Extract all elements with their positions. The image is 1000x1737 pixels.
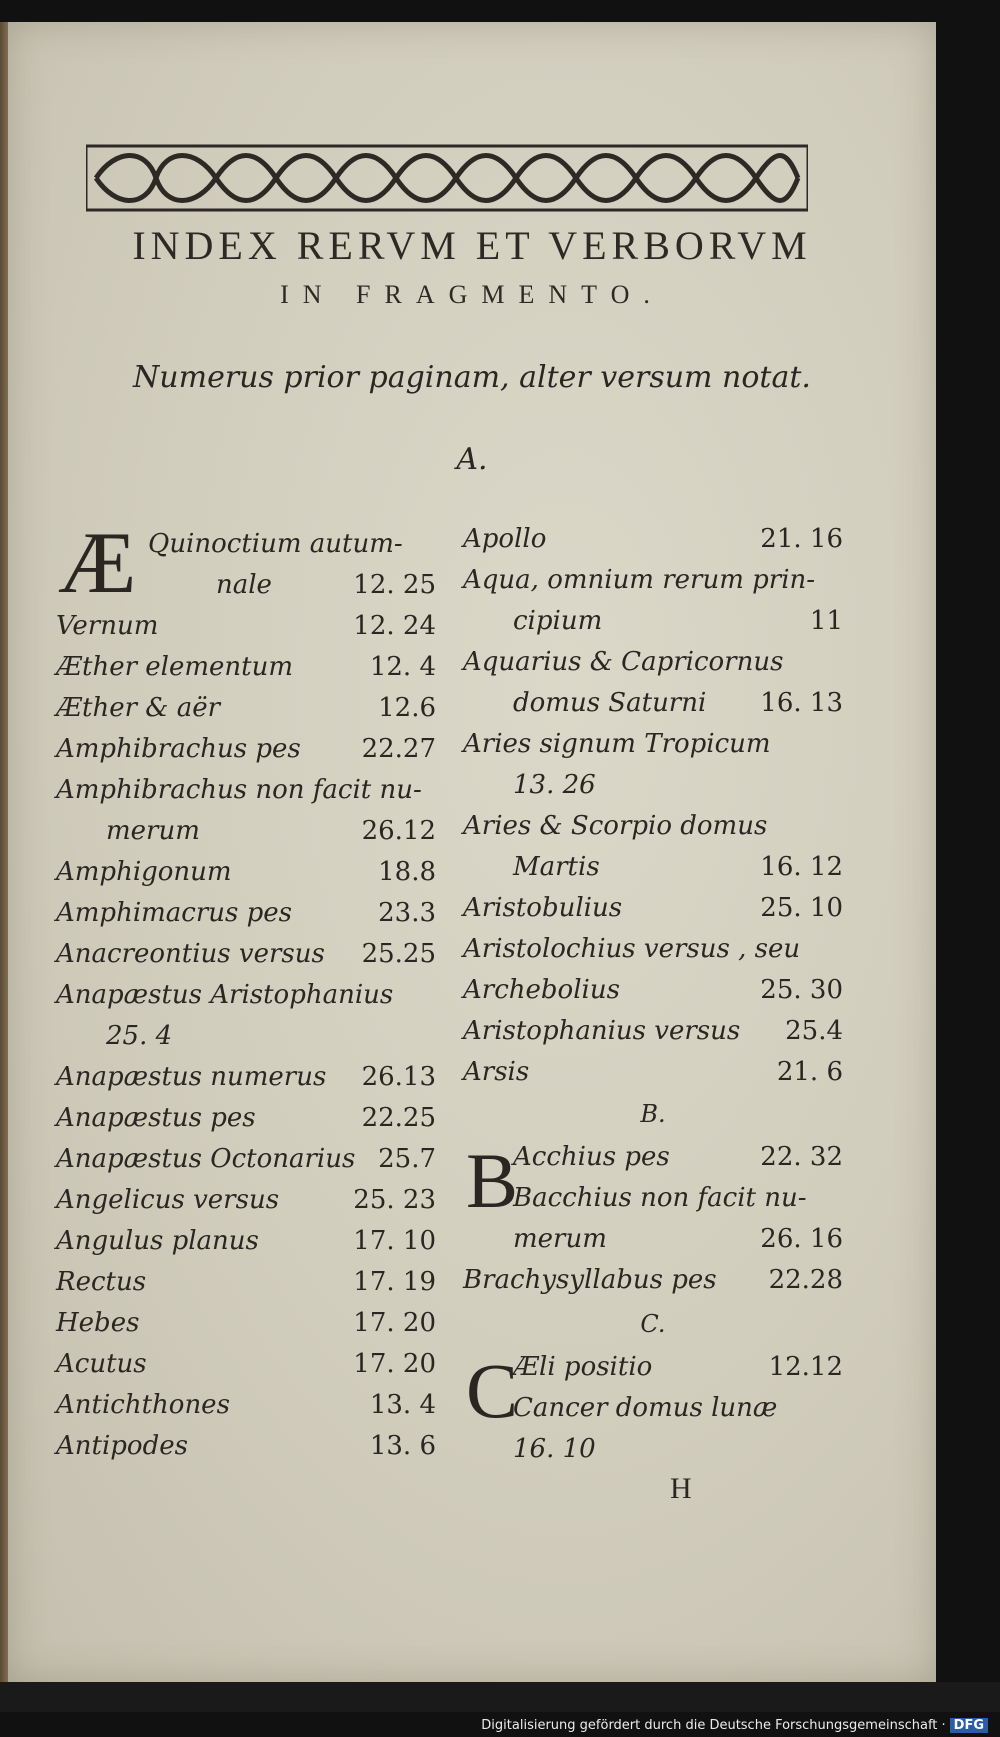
index-entry: [56, 934, 436, 975]
index-term: Angulus planus: [56, 1226, 259, 1256]
index-entry: [463, 1011, 843, 1052]
index-reference: 12. 4: [369, 652, 436, 682]
index-entry: [56, 1098, 436, 1139]
index-reference: 18.8: [378, 857, 436, 887]
index-term: Cancer domus lunæ: [513, 1393, 778, 1423]
right-index-column-b: [463, 1137, 843, 1301]
index-reference: 13. 4: [369, 1390, 436, 1420]
index-entry: [56, 811, 436, 852]
decorative-headpiece: [86, 142, 808, 214]
index-reference: 22.27: [361, 734, 436, 764]
index-entry: [56, 1303, 436, 1344]
index-term: Aqua, omnium rerum prin-: [463, 565, 816, 595]
index-entry: [56, 647, 436, 688]
index-reference: 26.12: [361, 816, 436, 846]
index-term: Hebes: [56, 1308, 140, 1338]
index-entry: [56, 1426, 436, 1467]
index-entry: [463, 519, 843, 560]
index-term: Vernum: [56, 611, 159, 641]
index-entry: [463, 1137, 843, 1178]
index-reference: 22. 32: [760, 1142, 843, 1172]
index-term: domus Saturni: [513, 688, 707, 718]
index-term: Brachysyllabus pes: [463, 1265, 717, 1295]
index-reference: 25. 10: [760, 893, 843, 923]
section-heading-b: B.: [640, 1100, 666, 1128]
index-term: Aristobulius: [463, 893, 623, 923]
index-term: Martis: [513, 852, 600, 882]
index-entry: [463, 560, 843, 601]
section-heading-a: A.: [456, 442, 488, 477]
credit-text: Digitalisierung gefördert durch die Deutsche Forschungsgemeinschaft ·: [481, 1718, 946, 1733]
index-term: Archebolius: [463, 975, 620, 1005]
index-term: Acutus: [56, 1349, 147, 1379]
index-term: Anapæstus Aristophanius: [56, 980, 394, 1010]
right-index-column-a: [463, 519, 843, 1093]
index-reference: 12.12: [768, 1352, 843, 1382]
index-entry: [463, 970, 843, 1011]
index-reference: 16. 13: [760, 688, 843, 718]
index-entry: [463, 929, 843, 970]
index-term: merum: [106, 816, 200, 846]
index-entry: [463, 642, 843, 683]
index-entry: [463, 1052, 843, 1093]
index-entry: [463, 1429, 843, 1470]
index-term: nale: [216, 570, 272, 600]
index-term: Æli positio: [513, 1352, 653, 1382]
index-term: Aristolochius versus , seu: [463, 934, 801, 964]
index-reference: 12. 24: [353, 611, 436, 641]
index-term: Anacreontius versus: [56, 939, 325, 969]
index-entry: [56, 770, 436, 811]
index-term: Aries signum Tropicum: [463, 729, 771, 759]
index-term: Antichthones: [56, 1390, 230, 1420]
drop-initial-b: B: [466, 1137, 519, 1224]
index-term: Acchius pes: [513, 1142, 670, 1172]
left-index-column: [56, 524, 436, 1467]
index-reference: 17. 20: [353, 1308, 436, 1338]
dfg-logo: DFG: [950, 1718, 988, 1733]
index-term: Anapæstus Octonarius: [56, 1144, 356, 1174]
scan-bottom-band: [0, 1682, 1000, 1712]
index-instructions: Numerus prior paginam, alter versum notat.: [133, 360, 811, 395]
index-term: Amphibrachus pes: [56, 734, 301, 764]
index-term: 16. 10: [513, 1434, 596, 1464]
index-term: merum: [513, 1224, 607, 1254]
index-term: Aries & Scorpio domus: [463, 811, 768, 841]
index-entry: [56, 1344, 436, 1385]
index-entry: [463, 888, 843, 929]
index-reference: 25. 23: [353, 1185, 436, 1215]
index-entry: [56, 1057, 436, 1098]
index-entry: [56, 1016, 436, 1057]
index-entry: [56, 852, 436, 893]
index-reference: 12. 25: [353, 570, 436, 600]
index-term: Quinoctium autum-: [148, 529, 403, 559]
index-entry: [463, 1178, 843, 1219]
index-term: Amphigonum: [56, 857, 232, 887]
index-term: Antipodes: [56, 1431, 188, 1461]
index-reference: 21. 16: [760, 524, 843, 554]
index-reference: 25.25: [361, 939, 436, 969]
index-reference: 16. 12: [760, 852, 843, 882]
section-heading-c: C.: [640, 1310, 666, 1338]
catchword: H: [670, 1472, 692, 1505]
index-entry: [56, 688, 436, 729]
index-term: Arsis: [463, 1057, 530, 1087]
index-entry: [463, 601, 843, 642]
index-entry: [56, 975, 436, 1016]
index-term: Amphimacrus pes: [56, 898, 293, 928]
index-entry: [463, 847, 843, 888]
index-reference: 25.7: [378, 1144, 436, 1174]
index-entry: [56, 606, 436, 647]
index-term: Anapæstus pes: [56, 1103, 256, 1133]
index-entry: [463, 1388, 843, 1429]
index-term: cipium: [513, 606, 603, 636]
index-title: INDEX RERVM ET VERBORVM: [132, 223, 812, 268]
right-index-column-c: [463, 1347, 843, 1470]
index-term: 13. 26: [513, 770, 596, 800]
index-entry: [56, 1385, 436, 1426]
index-entry: [463, 724, 843, 765]
index-entry: [463, 806, 843, 847]
index-entry: [56, 1180, 436, 1221]
index-reference: 17. 20: [353, 1349, 436, 1379]
index-reference: 26. 16: [760, 1224, 843, 1254]
index-term: 25. 4: [106, 1021, 173, 1051]
index-entry: [56, 1262, 436, 1303]
index-entry: [463, 1219, 843, 1260]
index-subtitle: IN FRAGMENTO.: [280, 280, 664, 309]
index-term: Angelicus versus: [56, 1185, 280, 1215]
index-reference: 25.4: [785, 1016, 843, 1046]
index-reference: 17. 19: [353, 1267, 436, 1297]
index-term: Bacchius non facit nu-: [513, 1183, 807, 1213]
index-term: Aquarius & Capricornus: [463, 647, 784, 677]
index-term: Aristophanius versus: [463, 1016, 741, 1046]
index-reference: 26.13: [361, 1062, 436, 1092]
index-entry: [56, 565, 436, 606]
index-term: Amphibrachus non facit nu-: [56, 775, 422, 805]
index-entry: [56, 524, 436, 565]
index-entry: [56, 729, 436, 770]
index-reference: 17. 10: [353, 1226, 436, 1256]
digitization-credit: [481, 1718, 988, 1733]
index-reference: 21. 6: [776, 1057, 843, 1087]
index-reference: 22.25: [361, 1103, 436, 1133]
index-entry: [56, 1221, 436, 1262]
index-reference: 25. 30: [760, 975, 843, 1005]
index-term: Æther elementum: [56, 652, 294, 682]
index-reference: 23.3: [378, 898, 436, 928]
index-term: Æther & aër: [56, 693, 221, 723]
index-term: Anapæstus numerus: [56, 1062, 327, 1092]
drop-initial-ae: Æ: [58, 515, 137, 612]
index-reference: 22.28: [768, 1265, 843, 1295]
index-reference: 13. 6: [369, 1431, 436, 1461]
index-entry: [56, 893, 436, 934]
index-entry: [463, 683, 843, 724]
index-entry: [463, 1260, 843, 1301]
index-term: Apollo: [463, 524, 547, 554]
index-entry: [463, 1347, 843, 1388]
index-term: Rectus: [56, 1267, 147, 1297]
index-reference: 11: [809, 606, 843, 636]
index-entry: [56, 1139, 436, 1180]
drop-initial-c: C: [466, 1347, 519, 1434]
book-page: [8, 22, 936, 1682]
index-reference: 12.6: [378, 693, 436, 723]
index-entry: [463, 765, 843, 806]
